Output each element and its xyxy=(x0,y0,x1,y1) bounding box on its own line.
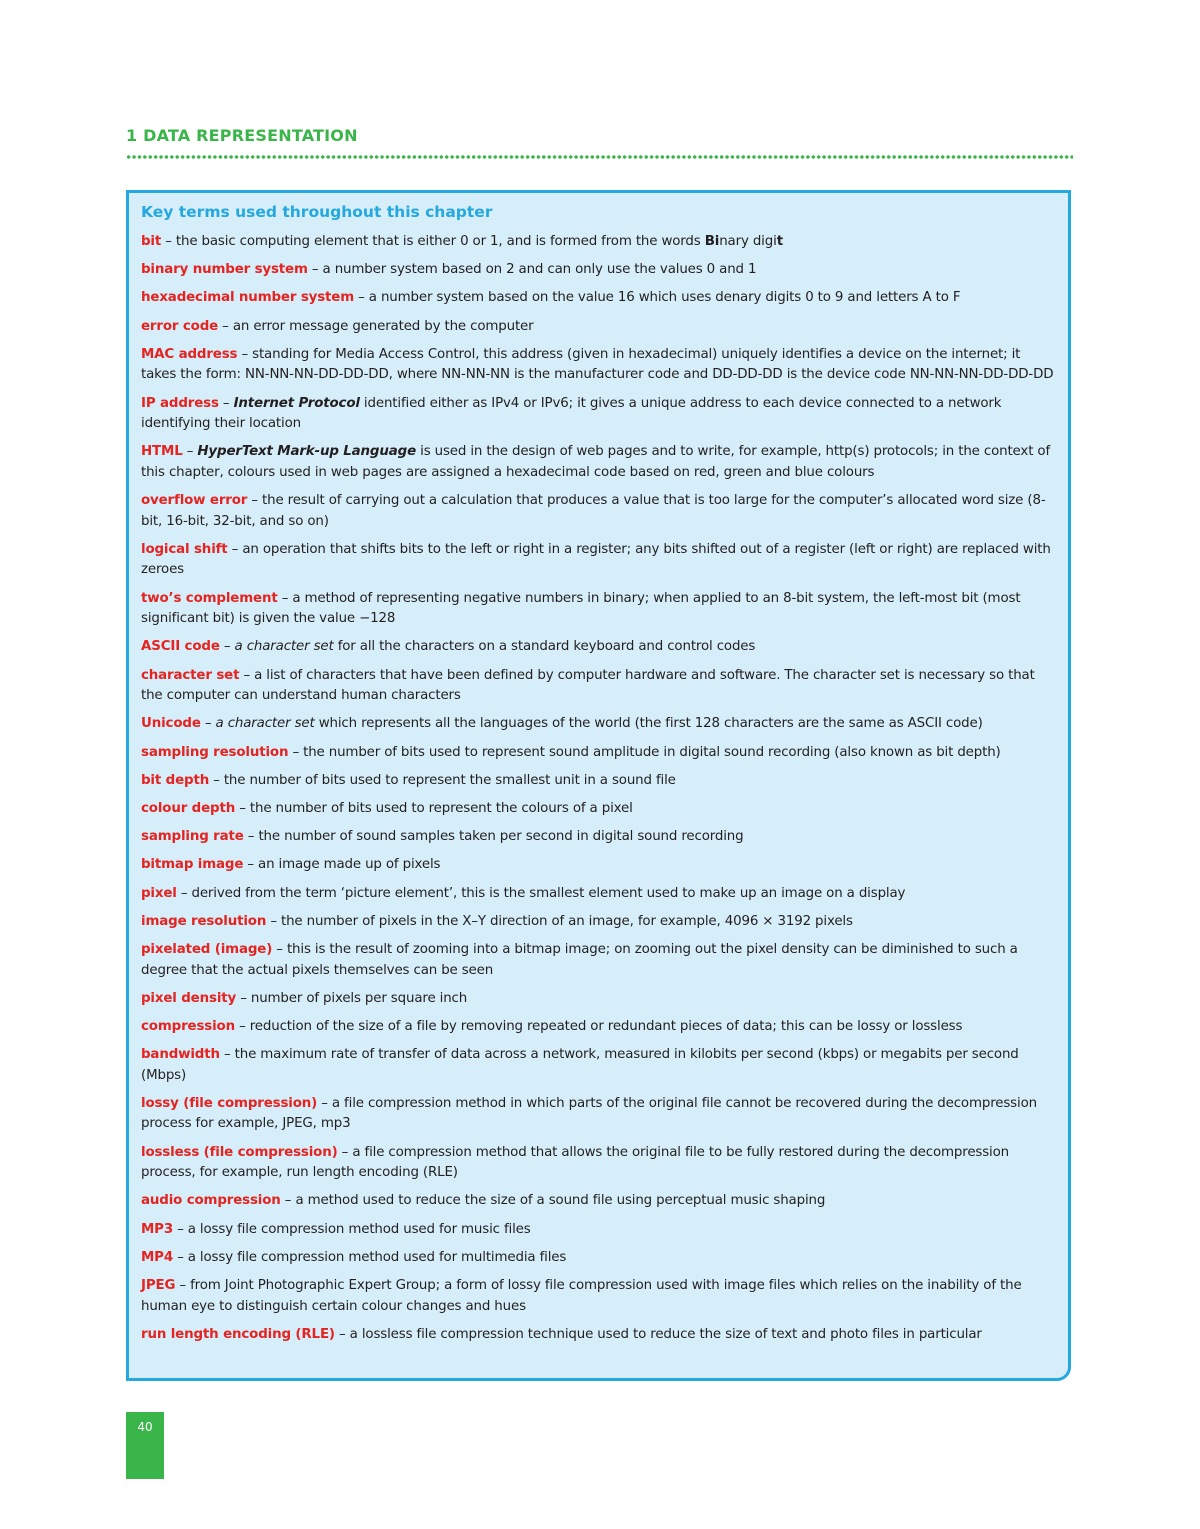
key-term-entry xyxy=(141,989,1058,1010)
term-emphasis: t xyxy=(776,234,783,249)
key-term: IP address xyxy=(141,395,219,411)
key-term-entry xyxy=(141,1248,1058,1269)
term-definition: – the basic computing element that is either 0 or 1, and is formed from the words xyxy=(161,234,705,249)
key-term: logical shift xyxy=(141,541,228,557)
key-term-entry xyxy=(141,714,1058,735)
term-definition: – derived from the term ‘picture element’, this is the smallest element used to make up an image on a display xyxy=(176,885,906,901)
key-term: bit xyxy=(141,234,162,249)
key-term: bit depth xyxy=(141,772,210,788)
key-term: MP4 xyxy=(141,1249,174,1265)
key-term: Unicode xyxy=(141,716,201,732)
term-definition: – a lossy file compression method used for multimedia files xyxy=(173,1249,567,1265)
term-definition: – xyxy=(218,395,234,411)
term-definition: – a lossy file compression method used for music files xyxy=(173,1221,531,1237)
term-definition: – the maximum rate of transfer of data across a network, measured in kilobits per second (kbps) or megabits per second (Mbps) xyxy=(141,1047,1019,1083)
key-term-entry xyxy=(141,345,1058,386)
key-term: JPEG xyxy=(141,1277,176,1293)
key-term: overflow error xyxy=(141,493,248,509)
key-terms-title: Key terms used throughout this chapter xyxy=(141,203,493,221)
key-term-entry xyxy=(141,589,1058,630)
term-definition: – a list of characters that have been defined by computer hardware and software. The character set is necessary so that the computer can understand human characters xyxy=(141,667,1035,704)
key-term-entry xyxy=(141,912,1058,933)
term-definition: – from Joint Photographic Expert Group; a form of lossy file compression used with image files which relies on the inability of the human eye to distinguish certain colour changes and hues xyxy=(141,1277,1022,1314)
key-term: MP3 xyxy=(141,1221,174,1237)
key-term-entry xyxy=(141,637,1058,658)
key-term: audio compression xyxy=(141,1193,281,1209)
key-term-entry xyxy=(141,442,1058,483)
term-definition: – xyxy=(200,716,216,732)
key-term: pixel density xyxy=(141,990,237,1006)
key-term-entry xyxy=(141,1017,1058,1038)
term-definition: is used in the design of web pages and to write, for example, http(s) protocols; in the context of this chapter, colours used in web pages are assigned a hexadecimal code based on red, green and blue colours xyxy=(141,444,1051,480)
key-term: sampling resolution xyxy=(141,744,289,760)
term-definition: – xyxy=(182,444,198,460)
term-emphasis: HyperText Mark-up Language xyxy=(197,444,417,460)
key-term-entry xyxy=(141,771,1058,792)
term-definition: – a number system based on 2 and can only use the values 0 and 1 xyxy=(307,262,757,278)
key-term: error code xyxy=(141,318,219,334)
key-term-entry xyxy=(141,799,1058,820)
key-term: bitmap image xyxy=(141,857,244,873)
key-term-entry xyxy=(141,260,1058,281)
key-term-entry xyxy=(141,1325,1058,1346)
key-term-entry xyxy=(141,540,1058,581)
term-definition: for all the characters on a standard keyboard and control codes xyxy=(333,639,756,655)
key-term: MAC address xyxy=(141,346,238,362)
term-emphasis: a character set xyxy=(215,716,315,732)
term-definition: which represents all the languages of the world (the first 128 characters are the same as ASCII code) xyxy=(314,716,983,732)
page-number-tab xyxy=(126,1412,164,1479)
term-definition: – an operation that shifts bits to the left or right in a register; any bits shifted out of a register (left or right) are replaced with zeroes xyxy=(141,541,1051,578)
term-definition: – the number of pixels in the X–Y direction of an image, for example, 4096 × 3192 pixels xyxy=(266,913,853,929)
term-definition: – a method of representing negative numbers in binary; when applied to an 8-bit system, the left-most bit (most significant bit) is given the value −128 xyxy=(141,590,1021,627)
term-definition: – the number of sound samples taken per second in digital sound recording xyxy=(243,829,744,845)
key-term: two’s complement xyxy=(141,590,278,606)
term-emphasis: a character set xyxy=(234,639,334,655)
term-definition: – a lossless file compression technique used to reduce the size of text and photo files in particular xyxy=(334,1326,982,1342)
term-definition: – the number of bits used to represent the smallest unit in a sound file xyxy=(209,772,676,788)
term-definition: identified either as IPv4 or IPv6; it gives a unique address to each device connected to a network identifying their location xyxy=(141,395,1002,432)
key-terms-list xyxy=(141,232,1058,1345)
term-emphasis: Internet Protocol xyxy=(233,395,360,411)
term-definition: – xyxy=(219,639,235,655)
key-term-entry xyxy=(141,232,1058,253)
key-term-entry xyxy=(141,1276,1058,1317)
term-definition: – a file compression method in which parts of the original file cannot be recovered during the decompression process for example, JPEG, mp3 xyxy=(141,1095,1037,1132)
key-term: bandwidth xyxy=(141,1047,220,1063)
term-definition: – a file compression method that allows the original file to be fully restored during the decompression process, for example, run length encoding (RLE) xyxy=(141,1144,1010,1181)
term-definition: nary digi xyxy=(719,234,777,249)
key-term: HTML xyxy=(141,444,183,460)
term-definition: – the number of bits used to represent the colours of a pixel xyxy=(235,800,633,816)
dotted-divider xyxy=(126,154,1073,160)
key-term-entry xyxy=(141,827,1058,848)
term-definition: – this is the result of zooming into a bitmap image; on zooming out the pixel density can be diminished to such a degree that the actual pixels themselves can be seen xyxy=(141,941,1018,978)
key-term-entry xyxy=(141,1045,1058,1086)
key-term-entry xyxy=(141,317,1058,338)
key-term-entry xyxy=(141,394,1058,435)
term-definition: – reduction of the size of a file by removing repeated or redundant pieces of data; this can be lossy or lossless xyxy=(234,1018,963,1034)
key-term: binary number system xyxy=(141,262,308,278)
key-term-entry xyxy=(141,666,1058,707)
key-term: character set xyxy=(141,667,240,683)
key-term-entry xyxy=(141,1220,1058,1241)
key-term: pixel xyxy=(141,885,177,901)
key-term-entry xyxy=(141,940,1058,981)
term-definition: – the number of bits used to represent sound amplitude in digital sound recording (also known as bit depth) xyxy=(288,744,1001,760)
key-term: run length encoding (RLE) xyxy=(141,1326,335,1342)
term-definition: – the result of carrying out a calculation that produces a value that is too large for the computer’s allocated word size (8-bit, 16-bit, 32-bit, and so on) xyxy=(141,493,1046,529)
term-definition: – standing for Media Access Control, this address (given in hexadecimal) uniquely identifies a device on the internet; it takes the form: NN-NN-NN-DD-DD-DD, where NN-NN-NN is the manufacturer code and DD-DD-DD is the device code NN-NN-NN-DD-DD-DD xyxy=(141,346,1054,383)
key-term: compression xyxy=(141,1018,235,1034)
key-term: lossless (file compression) xyxy=(141,1144,338,1160)
key-term-entry xyxy=(141,1094,1058,1135)
key-term-entry xyxy=(141,288,1058,309)
key-term: hexadecimal number system xyxy=(141,290,355,306)
key-term: sampling rate xyxy=(141,829,244,845)
key-term: colour depth xyxy=(141,800,236,816)
term-definition: – a number system based on the value 16 which uses denary digits 0 to 9 and letters A to F xyxy=(354,290,961,306)
key-term-entry xyxy=(141,491,1058,532)
key-term: lossy (file compression) xyxy=(141,1095,318,1111)
page-number: 40 xyxy=(137,1420,153,1434)
key-term-entry xyxy=(141,1191,1058,1212)
term-definition: – number of pixels per square inch xyxy=(236,990,468,1006)
term-definition: – a method used to reduce the size of a sound file using perceptual music shaping xyxy=(280,1193,826,1209)
key-terms-box xyxy=(126,190,1071,1381)
key-term-entry xyxy=(141,1143,1058,1184)
term-definition: – an image made up of pixels xyxy=(243,857,441,873)
key-term: pixelated (image) xyxy=(141,941,273,957)
key-term: ASCII code xyxy=(141,639,220,655)
term-emphasis: Bi xyxy=(704,234,720,249)
key-term-entry xyxy=(141,884,1058,905)
term-definition: – an error message generated by the computer xyxy=(218,318,534,334)
key-term-entry xyxy=(141,855,1058,876)
key-term-entry xyxy=(141,743,1058,764)
key-term: image resolution xyxy=(141,913,267,929)
chapter-title: 1 DATA REPRESENTATION xyxy=(126,126,358,145)
